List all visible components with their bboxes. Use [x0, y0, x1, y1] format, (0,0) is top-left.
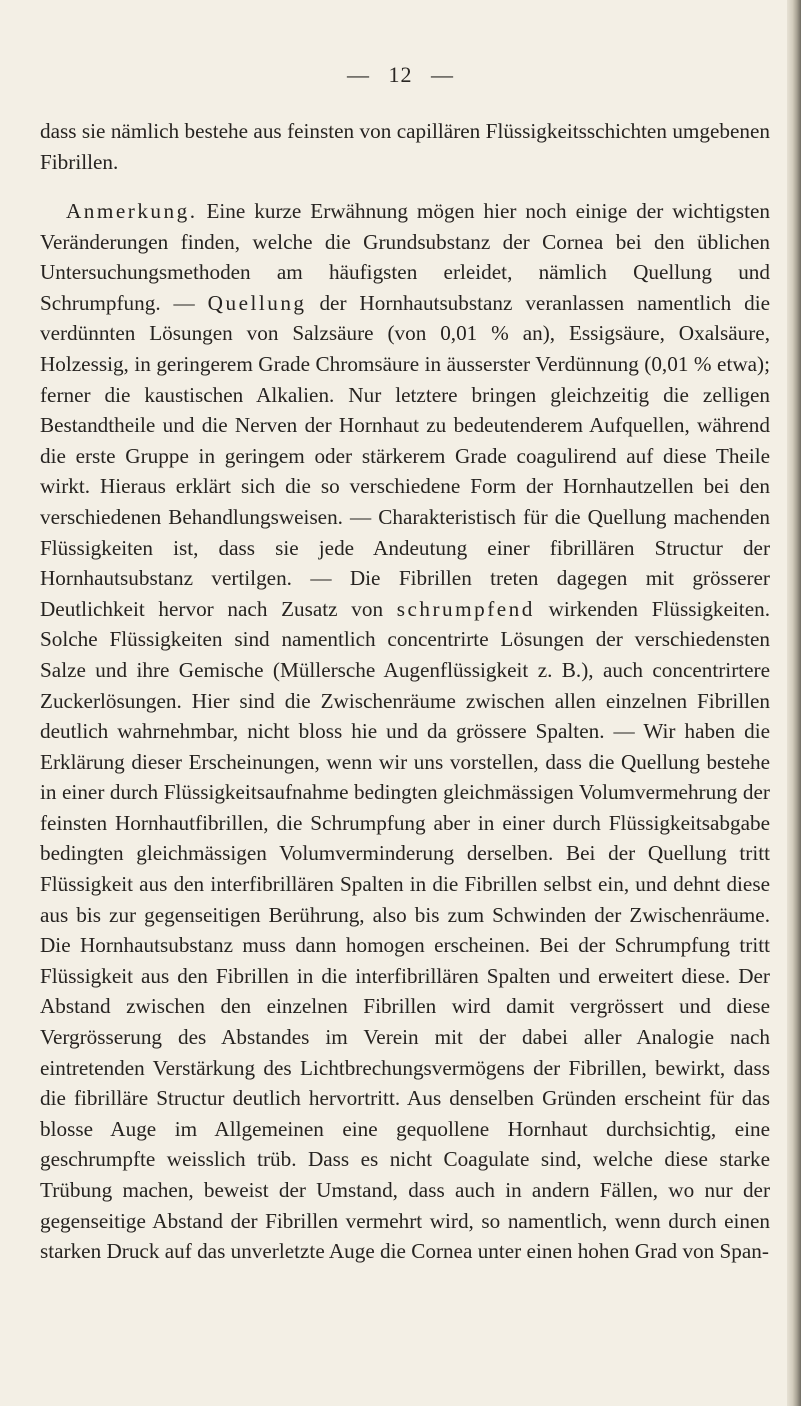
note-text-3: wirkenden Flüssigkeiten. Solche Flüssigkeiten sind namentlich concentrirte Lösungen der verschiedensten Salze und ihre Gemische (Müllersche Augenflüssigkeit z. B.), auch concentrirtere Zuckerlösungen. Hier sind die Zwischenräume zwischen allen einzelnen Fibrillen deutlich wahrnehmbar, nicht bloss hie und da grössere Spalten. — Wir haben die Erklärung dieser Erscheinungen, wenn wir uns vorstellen, dass die Quellung bestehe in einer durch Flüssigkeitsaufnahme bedingten gleichmässigen Volumvermehrung der feinsten Hornhautfibrillen, die Schrumpfung aber in einer durch Flüssigkeitsabgabe bedingten gleichmässigen Volumverminderung derselben. Bei der Quellung tritt Flüssigkeit aus den interfibrillären Spalten in die Fibrillen selbst ein, und dehnt diese aus bis zur gegenseitigen Berührung, also bis zum Schwinden der Zwischenräume. Die Hornhautsubstanz muss dann homogen erscheinen. Bei der Schrumpfung tritt Flüssigkeit aus den Fibrillen in die interfibrillären Spalten und erweitert diese. Der Abstand zwischen den einzelnen Fibrillen wird damit vergrössert und diese Vergrösserung des Abstandes im Verein mit der dabei aller Analogie nach eintretenden Verstärkung des Lichtbrechungsvermögens der Fibrillen, bewirkt, dass die fibrilläre Structur deutlich hervortritt. Aus denselben Gründen erscheint für das blosse Auge im Allgemeinen eine gequollene Hornhaut durchsichtig, eine geschrumpfte weisslich trüb. Dass es nicht Coagulate sind, welche diese starke Trübung machen, beweist der Umstand, dass auch in andern Fällen, wo nur der gegenseitige Abstand der Fibrillen vermehrt wird, so namentlich, wenn durch einen starken Druck auf das unverletzte Auge die Cornea unter einen hohen Grad von Span- [40, 596, 770, 1264]
header-dash-left: — [347, 62, 370, 87]
term-quellung: Quellung [207, 290, 307, 315]
note-text-2: der Hornhautsubstanz veranlassen namentlich die verdünnten Lösungen von Salzsäure (von 0,01 % an), Essigsäure, Oxalsäure, Holzessig, in geringerem Grade Chromsäure in äusserster Verdünnung (0,01 % etwa); ferner die kaustischen Alkalien. Nur letztere bringen gleichzeitig die zelligen Bestandtheile und die Nerven der Hornhaut zu bedeutenderem Aufquellen, während die erste Gruppe in geringem oder stärkerem Grade coagulirend auf diese Theile wirkt. Hieraus erklärt sich die so verschiedene Form der Hornhautzellen bei den verschiedenen Behandlungsweisen. — Charakteristisch für die Quellung machenden Flüssigkeiten ist, dass sie jede Andeutung einer fibrillären Structur der Hornhautsubstanz vertilgen. — Die Fibrillen treten dagegen mit grösserer Deutlichkeit hervor nach Zusatz von [40, 290, 771, 621]
page-number: 12 [388, 62, 413, 87]
page-header [0, 62, 801, 88]
term-schrumpfend: schrumpfend [396, 596, 535, 621]
continued-paragraph [40, 116, 770, 177]
note-body [40, 196, 770, 1267]
header-dash-right: — [431, 62, 454, 87]
note-text-1: Eine kurze Erwähnung mögen hier noch einige der wichtigsten Veränderungen finden, welche die Grundsubstanz der Cornea bei den üblichen Untersuchungsmethoden am häufigsten erleidet, nämlich Quellung und Schrumpfung. — [40, 199, 770, 315]
paragraph-text: dass sie nämlich bestehe aus feinsten von capillären Flüssigkeitsschichten umgebenen Fibrillen. [40, 119, 770, 174]
note-paragraph [40, 196, 770, 1267]
page-edge-shadow [787, 0, 801, 1406]
note-heading: Anmerkung. [66, 199, 198, 223]
